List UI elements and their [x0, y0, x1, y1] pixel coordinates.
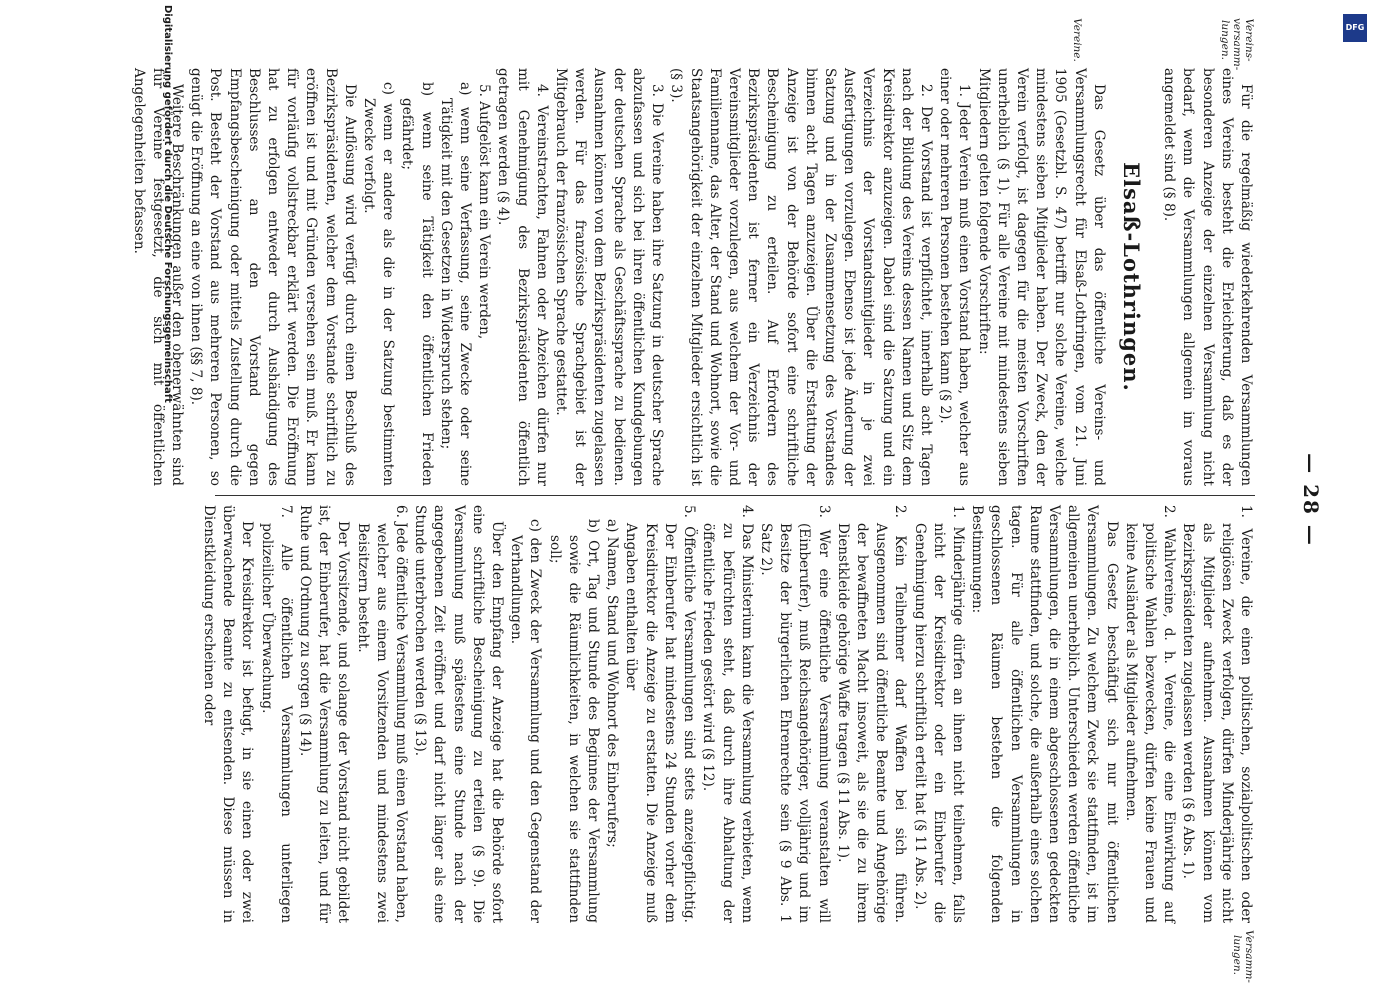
section-heading: Elsaß-Lothringen.	[1118, 162, 1144, 392]
margin-note-vereine: Vereine.	[1071, 18, 1083, 62]
margin-note-vereinsversammlungen: Vereins-versamm-lungen.	[1219, 18, 1255, 71]
paragraph: 3. Die Vereine haben ihre Satzung in deutscher Sprache abzufassen und sich bei ihren öffentlichen Kundgebungen der deutschen Sprache als Geschäftssprache zu bedienen. Ausnahmen können von dem Bezirkspräsidenten zugelassen werden. Für das französische Sprachgebiet ist der Mitgebrauch der französischen Sprache gestattet.	[553, 68, 666, 486]
paragraph: 2. Der Vorstand ist verpflichtet, innerhalb acht Tagen nach der Bildung des Vereins dessen Namen und Sitz dem Kreisdirektor anzuzeigen. Dabei sind die Satzung und ein Verzeichnis der Vorstandsmitglieder in je zwei Ausfertigungen vorzulegen. Ebenso ist jede Änderung der Satzung und in der Zusammensetzung des Vorstandes binnen acht Tagen anzuzeigen. Über die Erstattung der Anzeige ist von der Behörde sofort eine schriftliche Bescheinigung zu erteilen. Auf Erfordern des Bezirkspräsidenten ist ferner ein Verzeichnis der Vereinsmitglieder vorzulegen, aus welchem der Vor- und Familienname, das Alter, der Stand und Wohnort, sowie die Staatsangehörigkeit der einzelnen Mitglieder ersichtlich ist (§ 3).	[668, 68, 934, 486]
digitization-credit: Digitalisierung gefördert durch die Deutsche Forschungsgemeinschaft	[162, 5, 173, 403]
paragraph: 1. Jeder Verein muß einen Vorstand haben, welcher aus einer oder mehreren Personen bestehen kann (§ 2).	[937, 68, 973, 486]
list-item: 3. Wer eine öffentliche Versammlung veranstalten will (Einberufer), muß Reichsangehöriger, volljährig und im Besitze der bürgerlichen Ehrenrechte sein (§ 9 Abs. 1 Satz 2).	[757, 505, 832, 923]
page-number: — 28 —	[1299, 453, 1323, 547]
paragraph: Das Gesetz über das öffentliche Vereins- und Versammlungsrecht für Elsaß-Lothringen, vom 21. Juni 1905 (Gesetzbl. S. 47) betrifft nur solche Vereine, welche mindestens sieben Mitglieder haben. Der Zweck, den der Verein verfolgt, ist dagegen für die meisten Vorschriften unerheblich (§ 1). Für alle Vereine mit mindestens sieben Mitgliedern gelten folgende Vorschriften:	[975, 68, 1107, 486]
paragraph: Der Vorsitzende, und solange der Vorstand nicht gebildet ist, der Einberufer, hat die Versammlung zu leiten, und für Ruhe und Ordnung zu sorgen (§ 14).	[297, 505, 352, 923]
margin-note-versammlungen: Versamm-lungen.	[1231, 930, 1255, 983]
paragraph: 4. Vereinstrachten, Fahnen oder Abzeichen dürfen nur mit Genehmigung des Bezirkspräsidenten öffentlich getragen werden (§ 4).	[495, 68, 550, 486]
list-item: a) Namen, Stand und Wohnort des Einberufers;	[604, 519, 621, 848]
paragraph: Über den Empfang der Anzeige hat die Behörde sofort eine schriftliche Bescheinigung zu erteilen (§ 9). Die Versammlung muß spätestens eine Stunde nach der angegebenen Zeit eröffnet und darf nicht länger als eine Stunde unterbrochen werden (§ 13).	[412, 505, 506, 923]
right-column	[199, 505, 1255, 923]
paragraph: Der Kreisdirektor ist befugt, in sie einen oder zwei überwachende Beamte zu entsenden. Diese müssen in Dienstkleidung erscheinen oder	[201, 505, 256, 923]
list-item: c) den Zweck der Versammlung und den Gegenstand der Verhandlungen.	[508, 519, 544, 923]
paragraph: Für die regelmäßig wiederkehrenden Versammlungen eines Vereins besteht die Erleichterung, daß es der besonderen Anzeige der einzelnen Versammlung nicht bedarf, wenn die Versammlungen allgemein im voraus angemeldet sind (§ 8).	[1161, 68, 1254, 486]
list-item: 2. Kein Teilnehmer darf Waffen bei sich führen. Ausgenommen sind öffentliche Beamte und Angehörige der bewaffneten Macht insoweit, als sie die zu ihrem Dienstkleide gehörige Waffe tragen (§ 11 Abs. 1).	[834, 505, 909, 923]
paragraph: Weitere Beschränkungen außer den obenerwähnten sind für Vereine festgesetzt, die sich mit öffentlichen Angelegenheiten befassen.	[130, 68, 186, 486]
list-item: a) wenn seine Verfassung, seine Zwecke oder seine Tätigkeit mit den Gesetzen in Widerspruch stehen;	[437, 82, 474, 486]
list-item: 1. Minderjährige dürfen an ihnen nicht teilnehmen, falls nicht der Kreisdirektor oder ein Einberufer die Genehmigung hierzu schriftlich erteilt hat (§ 11 Abs. 2).	[911, 505, 966, 923]
list-item: 1. Vereine, die einen politischen, sozialpolitischen oder religiösen Zweck verfolgen, dürfen Minderjährige nicht als Mitglieder aufnehmen. Ausnahmen können vom Bezirkspräsidenten zugelassen werden (§ 6 Abs. 1).	[1180, 505, 1254, 923]
column-divider	[215, 495, 1255, 496]
list-item: b) wenn seine Tätigkeit den öffentlichen Frieden gefährdet;	[399, 82, 435, 486]
paragraph: Das Gesetz beschäftigt sich nur mit öffentlichen Versammlungen. Zu welchem Zweck sie stattfinden, ist im allgemeinen unerheblich. Unterschieden werden öffentliche Versammlungen, die in einem abgeschlossenen gedeckten Raume stattfinden, und solche, die außerhalb eines solchen tagen. Für alle öffentlichen Versammlungen in geschlossenen Räumen bestehen die folgenden Bestimmungen:	[969, 505, 1120, 923]
left-column	[128, 68, 1255, 486]
dfg-logo: DFG	[1343, 14, 1367, 42]
list-item: c) wenn er andere als die in der Satzung bestimmten Zwecke verfolgt.	[361, 82, 397, 486]
list-item: 5. Öffentliche Versammlungen sind stets anzeigepflichtig. Der Einberufer hat mindestens 24 Stunden vorher dem Kreisdirektor die Anzeige zu erstatten. Die Anzeige muß Angaben enthalten über	[623, 505, 698, 923]
list-item: 2. Wahlvereine, d. h. Vereine, die eine Einwirkung auf politische Wahlen bezwecken, dürfen keine Frauen und keine Ausländer als Mitglieder aufnehmen.	[1122, 505, 1178, 923]
paragraph: Die Auflösung wird verfügt durch einen Beschluß des Bezirkspräsidenten, welcher dem Vorstande schriftlich zu eröffnen ist und mit Gründen versehen sein muß. Er kann für vorläufig vollstreckbar erklärt werden. Die Eröffnung hat zu erfolgen entweder durch Aushändigung des Beschlusses an den Vorstand gegen Empfangsbescheinigung oder mittels Zustellung durch die Post. Besteht der Vorstand aus mehreren Personen, so genügt die Eröffnung an eine von ihnen (§§ 7, 8).	[188, 68, 358, 486]
list-item: 4. Das Ministerium kann die Versammlung verbieten, wenn zu befürchten steht, daß durch ihre Abhaltung der öffentliche Frieden gestört wird (§ 12).	[700, 505, 755, 923]
list-item: b) Ort, Tag und Stunde des Beginnes der Versammlung sowie die Räumlichkeiten, in welchen sie stattfinden soll;	[546, 519, 602, 923]
paragraph: 5. Aufgelöst kann ein Verein werden,	[476, 84, 493, 340]
list-item: 7. Alle öffentlichen Versammlungen unterliegen polizeilicher Überwachung.	[258, 505, 294, 923]
list-item: 6. Jede öffentliche Versammlung muß einen Vorstand haben, welcher aus einem Vorsitzenden und mindestens zwei Beisitzern besteht.	[354, 505, 410, 923]
